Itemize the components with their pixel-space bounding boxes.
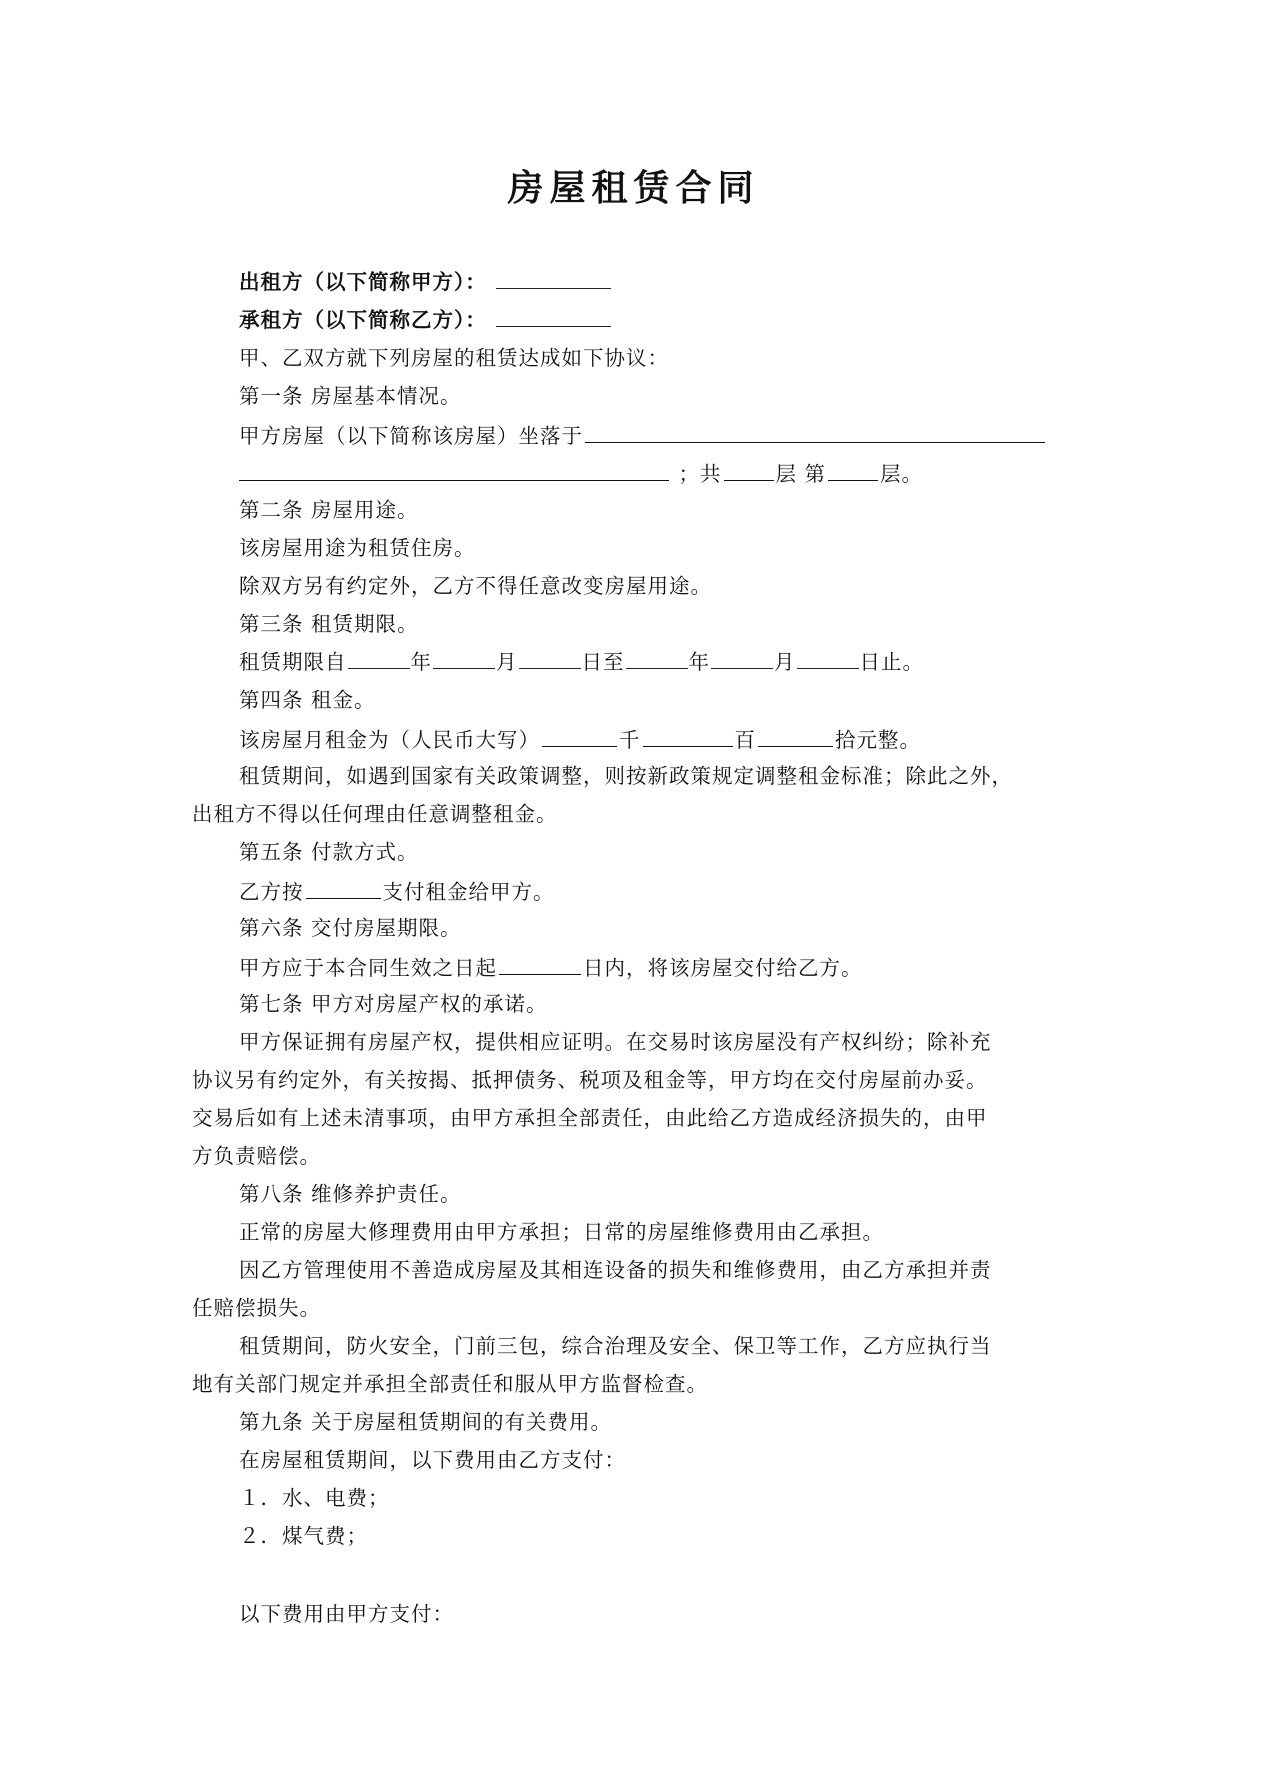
rent-label: 该房屋月租金为（人民币大写） — [239, 728, 540, 752]
article-9-title: 第九条 关于房屋租赁期间的有关费用。 — [239, 1410, 613, 1434]
article-8-para-2-line-1: 因乙方管理使用不善造成房屋及其相连设备的损失和维修费用，由乙方承担并责 — [239, 1258, 992, 1282]
article-3-title: 第三条 租赁期限。 — [239, 612, 419, 636]
start-day-blank[interactable] — [519, 648, 581, 669]
delivery-days-blank[interactable] — [499, 952, 581, 975]
location-label: 甲方房屋（以下简称该房屋）坐落于 — [239, 424, 583, 448]
article-4-rent-line — [239, 724, 1119, 754]
start-year-label: 年 — [410, 650, 432, 674]
article-7-title: 第七条 甲方对房屋产权的承诺。 — [239, 992, 548, 1016]
payment-method-blank[interactable] — [306, 876, 381, 899]
location-blank[interactable] — [585, 420, 1045, 443]
article-7-line-1: 甲方保证拥有房屋产权，提供相应证明。在交易时该房屋没有产权纠纷；除补充 — [239, 1030, 992, 1054]
article-8-para-1: 正常的房屋大修理费用由甲方承担；日常的房屋维修费用由乙承担。 — [239, 1220, 884, 1244]
end-month-blank[interactable] — [711, 648, 773, 669]
start-year-blank[interactable] — [348, 648, 410, 669]
article-2-para-1: 该房屋用途为租赁住房。 — [239, 536, 476, 560]
article-8-para-3-line-1: 租赁期间，防火安全，门前三包，综合治理及安全、保卫等工作，乙方应执行当 — [239, 1334, 992, 1358]
end-label: 日止。 — [859, 650, 924, 674]
article-3-term-line — [239, 648, 1119, 676]
floor-number-blank[interactable] — [828, 458, 878, 481]
to-label: 日至 — [581, 650, 625, 674]
article-9-item-2: ２．煤气费； — [239, 1524, 368, 1548]
document-title: 房屋租赁合同 — [507, 167, 760, 209]
lessor-line — [239, 268, 1119, 296]
article-7-line-2: 协议另有约定外，有关按揭、抵押债务、税项及租金等，甲方均在交付房屋前办妥。 — [192, 1068, 988, 1092]
article-4-title: 第四条 租金。 — [239, 688, 376, 712]
rent-tens-blank[interactable] — [758, 724, 833, 747]
floor-label: 层 第 — [775, 462, 827, 486]
lessor-label: 出租方（以下简称甲方）： — [239, 270, 487, 294]
location-blank-2[interactable] — [239, 458, 669, 481]
article-6-delivery-line — [239, 952, 1119, 982]
intro-line: 甲、乙双方就下列房屋的租赁达成如下协议： — [239, 346, 669, 370]
hundreds-label: 百 — [734, 728, 756, 752]
article-2-para-2: 除双方另有约定外，乙方不得任意改变房屋用途。 — [239, 574, 712, 598]
rent-hundreds-blank[interactable] — [643, 724, 733, 747]
start-month-blank[interactable] — [433, 648, 495, 669]
article-8-para-2-line-2: 任赔偿损失。 — [192, 1296, 321, 1320]
article-8-para-3-line-2: 地有关部门规定并承担全部责任和服从甲方监督检查。 — [192, 1372, 708, 1396]
article-5-payment-line — [239, 876, 1119, 906]
article-6-title: 第六条 交付房屋期限。 — [239, 916, 462, 940]
tens-label: 拾元整。 — [835, 728, 921, 752]
thousands-label: 千 — [619, 728, 641, 752]
payment-label: 乙方按 — [239, 880, 304, 904]
article-4-para-2-line-2: 出租方不得以任何理由任意调整租金。 — [192, 802, 558, 826]
article-8-title: 第八条 维修养护责任。 — [239, 1182, 462, 1206]
article-9-para-1: 在房屋租赁期间，以下费用由乙方支付： — [239, 1448, 626, 1472]
article-9-para-2: 以下费用由甲方支付： — [239, 1602, 454, 1626]
article-7-line-3: 交易后如有上述未清事项，由甲方承担全部责任，由此给乙方造成经济损失的，由甲 — [192, 1106, 988, 1130]
article-2-title: 第二条 房屋用途。 — [239, 498, 419, 522]
article-7-line-4: 方负责赔偿。 — [192, 1144, 321, 1168]
rent-thousands-blank[interactable] — [542, 724, 617, 747]
total-floors-blank[interactable] — [724, 458, 774, 481]
article-1-title: 第一条 房屋基本情况。 — [239, 384, 462, 408]
end-day-blank[interactable] — [797, 648, 859, 669]
start-month-label: 月 — [496, 650, 518, 674]
article-4-para-2-line-1: 租赁期间，如遇到国家有关政策调整，则按新政策规定调整租金标准；除此之外， — [239, 764, 1013, 788]
delivery-end-label: 日内，将该房屋交付给乙方。 — [583, 956, 863, 980]
term-start-label: 租赁期限自 — [239, 650, 347, 674]
lessee-line — [239, 306, 1119, 334]
article-5-title: 第五条 付款方式。 — [239, 840, 419, 864]
article-9-item-1: １．水、电费； — [239, 1486, 390, 1510]
end-year-blank[interactable] — [626, 648, 688, 669]
payment-end-label: 支付租金给甲方。 — [382, 880, 555, 904]
floors-total-label: ；共 — [678, 462, 722, 486]
end-year-label: 年 — [688, 650, 710, 674]
article-1-location-line — [239, 420, 1119, 450]
article-1-floors-line — [239, 458, 1119, 488]
lessee-blank[interactable] — [496, 306, 611, 327]
floor-end-label: 层。 — [880, 462, 924, 486]
end-month-label: 月 — [774, 650, 796, 674]
delivery-label: 甲方应于本合同生效之日起 — [239, 956, 497, 980]
lessor-blank[interactable] — [496, 268, 611, 289]
lessee-label: 承租方（以下简称乙方）： — [239, 308, 487, 332]
